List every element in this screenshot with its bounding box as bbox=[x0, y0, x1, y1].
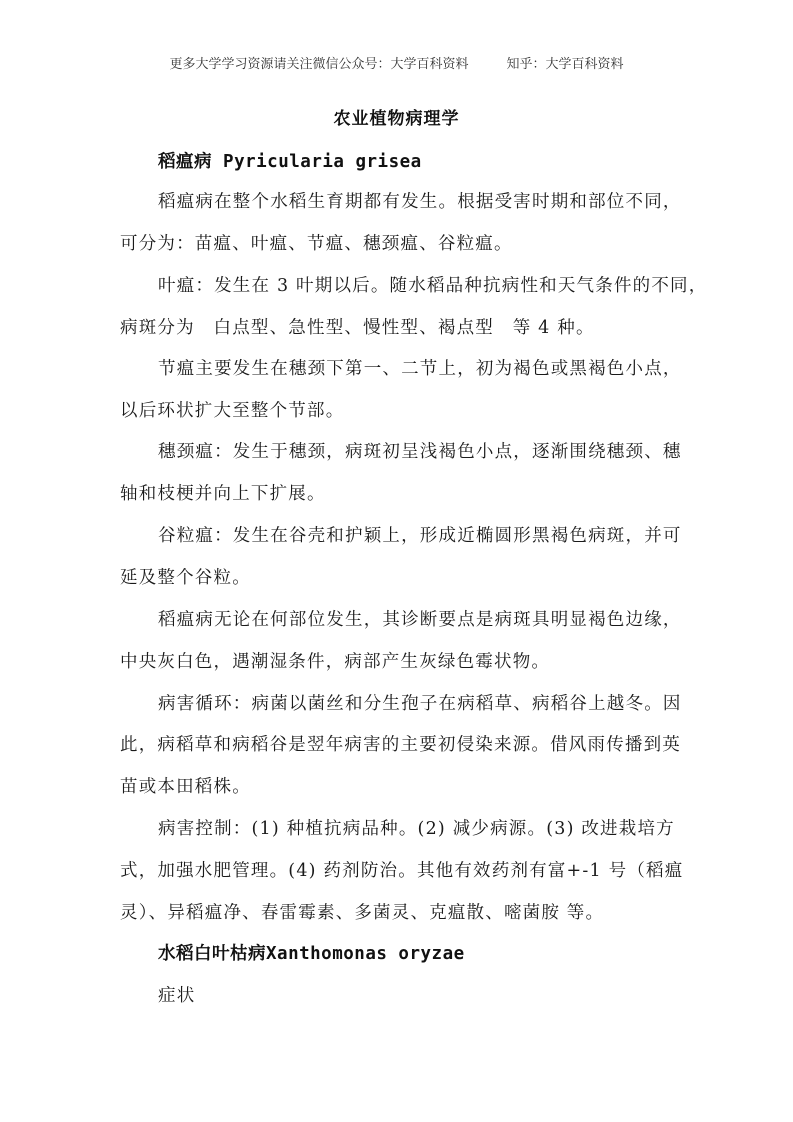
document-title: 农业植物病理学 bbox=[333, 109, 460, 129]
paragraph-line: 病害控制：(1) 种植抗病品种。(2) 减少病源。(3) 改进栽培方 bbox=[158, 819, 675, 839]
paragraph-line: 此，病稻草和病稻谷是翌年病害的主要初侵染来源。借风雨传播到英 bbox=[120, 735, 681, 755]
heading-latin-name: Xanthomonas oryzae bbox=[266, 944, 465, 964]
paragraph-line: 苗或本田稻株。 bbox=[120, 777, 251, 797]
heading-latin-name: Pyricularia grisea bbox=[212, 152, 422, 172]
paragraph-line: 中央灰白色，遇潮湿条件，病部产生灰绿色霉状物。 bbox=[120, 652, 551, 672]
header-wechat-note: 更多大学学习资源请关注微信公众号：大学百科资料 bbox=[169, 57, 469, 72]
paragraph-line: 式，加强水肥管理。(4) 药剂防治。其他有效药剂有富+-1 号（稻瘟 bbox=[120, 861, 684, 881]
subheading-symptoms: 症状 bbox=[158, 986, 196, 1006]
paragraph-line: 谷粒瘟：发生在谷壳和护颖上，形成近椭圆形黑褐色病斑，并可 bbox=[158, 526, 682, 546]
paragraph-line: 穗颈瘟：发生于穗颈，病斑初呈浅褐色小点，逐渐围绕穗颈、穗 bbox=[158, 442, 682, 462]
header-zhihu-note: 知乎：大学百科资料 bbox=[506, 57, 624, 72]
paragraph-line: 稻瘟病无论在何部位发生，其诊断要点是病斑具明显褐色边缘， bbox=[158, 610, 682, 630]
page-header bbox=[0, 53, 793, 72]
section-heading-bacterial-blight bbox=[158, 940, 718, 965]
section-heading-rice-blast bbox=[158, 148, 718, 173]
heading-chinese: 水稻白叶枯病 bbox=[158, 944, 266, 964]
paragraph-line: 可分为：苗瘟、叶瘟、节瘟、穗颈瘟、谷粒瘟。 bbox=[120, 234, 513, 254]
paragraph-line: 叶瘟：发生在 3 叶期以后。随水稻品种抗病性和天气条件的不同， bbox=[158, 276, 708, 296]
heading-chinese: 稻瘟病 bbox=[158, 152, 212, 172]
paragraph-line: 延及整个谷粒。 bbox=[120, 568, 251, 588]
paragraph-line: 节瘟主要发生在穗颈下第一、二节上，初为褐色或黑褐色小点， bbox=[158, 359, 682, 379]
paragraph-line: 以后环状扩大至整个节部。 bbox=[120, 401, 345, 421]
paragraph-line: 轴和枝梗并向上下扩展。 bbox=[120, 484, 326, 504]
paragraph-line: 灵）、异稻瘟净、春雷霉素、多菌灵、克瘟散、嘧菌胺 等。 bbox=[120, 903, 605, 923]
paragraph-line: 稻瘟病在整个水稻生育期都有发生。根据受害时期和部位不同， bbox=[158, 192, 682, 212]
paragraph-line: 病斑分为 白点型、急性型、慢性型、褐点型 等 4 种。 bbox=[120, 318, 595, 338]
paragraph-line: 病害循环：病菌以菌丝和分生孢子在病稻草、病稻谷上越冬。因 bbox=[158, 694, 682, 714]
